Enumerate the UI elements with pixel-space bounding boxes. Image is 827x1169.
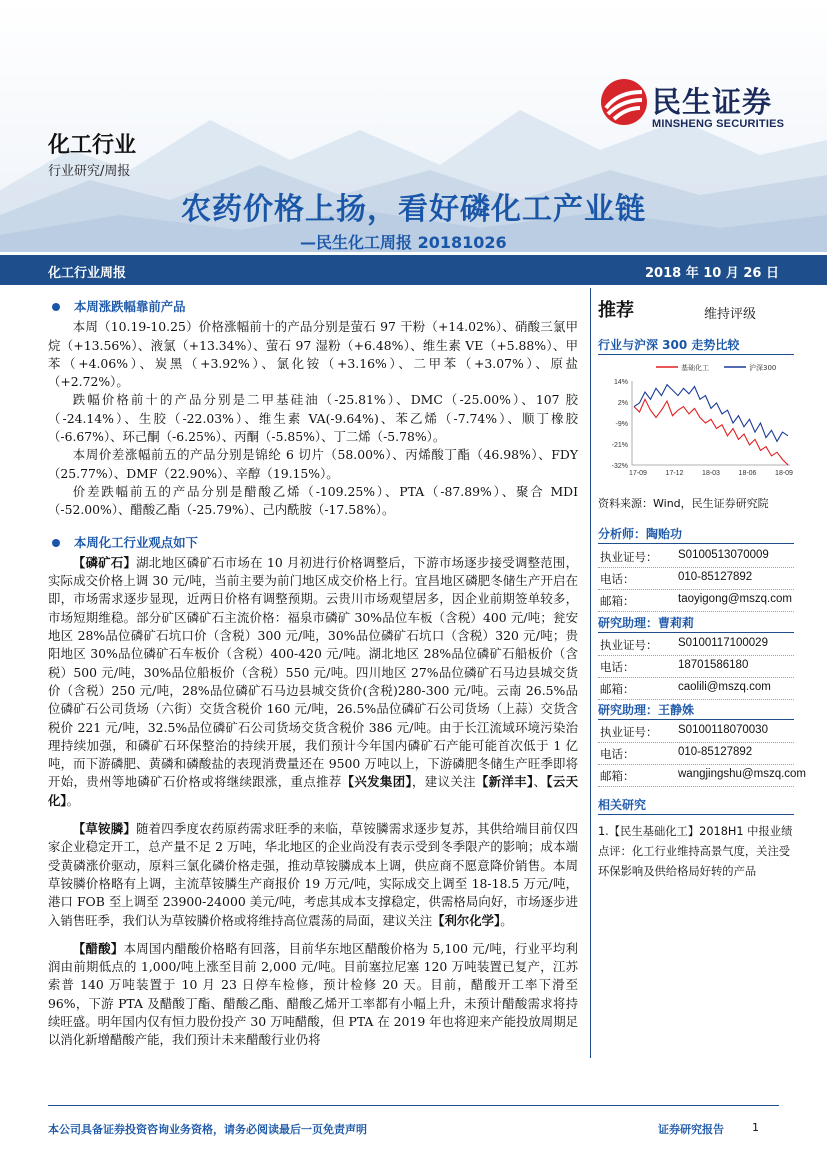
x-tick-label: 18-06: [738, 470, 757, 477]
phosphate-body: 湖北地区磷矿石市场在 10 月初进行价格调整后，下游市场逐步接受调整范围，实际成交价格上调 30 元/吨，当前主要为前门地区成交价格上行。宜昌地区磷肥冬储生产开启在即，市场需求逐步显现，近两日价格有调整预期。云贵川市场观望居多，因企业前期签单较多，市场短期维稳。部分矿区磷矿石主流价格：福泉市磷矿 30%品位车板（含税）400 元/吨；瓮安地区 28%品位磷矿石坑口价（含税）300 元/吨，30%品位磷矿石坑口（含税）320 元/吨；贵阳地区 30%品位磷矿石车板价（含税）400-420 元/吨。湖北地区 28%品位磷矿石船板价（含税）500 元/吨，30%品位船板价（含税）550 元/吨。四川地区 27%品位磷矿石马边县城交货价（含税）250 元/吨，28%品位磷矿石马边县城交货价(含税)280-300 元/吨。云南 26.5%品位磷矿石公司货场（六街）交货含税价 160 元/吨，26.5%品位磷矿石公司货场（上蒜）交货含税价 221 元/吨，32.5%品位磷矿石公司货场交货含税价 386 元/吨。由于长江流域环境污染治理持续加强，和磷矿石环保整治的持续开展，我们预计今年国内磷矿石产能可能首次低于 1 亿吨，而下游磷肥、黄磷和磷酸盐的表现消费量还在 9500 万吨以上，下游磷肥冬储生产旺季即将开始，贵州等地磷矿石价格或将继续跟涨，重点推荐: [48, 554, 578, 790]
x-tick-label: 17-09: [629, 470, 647, 477]
chart-heading: [598, 334, 794, 355]
assistant-email-link[interactable]: caolili@mszq.com: [678, 681, 771, 693]
section-heading: [48, 534, 578, 552]
paragraph: 价差跌幅前五的产品分别是醋酸乙烯（-109.25%）、PTA（-87.89%）、聚合 MDI（-52.00%）、醋酸乙酯（-25.79%）、己内酰胺（-17.58%）。: [48, 483, 578, 518]
analyst-heading-label: 分析师：: [598, 527, 647, 541]
row-key: 执业证号：: [600, 725, 658, 739]
rec-company: 【利尔化学】: [432, 912, 501, 928]
rating-label: 维持评级: [704, 307, 757, 322]
report-type: 行业研究/周报: [48, 164, 131, 179]
related-heading-text: 相关研究: [598, 798, 647, 812]
assistant-heading: [598, 699, 794, 720]
assistant-phone-row: [598, 657, 794, 678]
assistant-email-row: [598, 679, 794, 700]
legend-label: 沪深300: [749, 364, 777, 372]
phosphate-end: 。: [66, 792, 79, 808]
assistant-email-row: [598, 766, 807, 787]
row-key: 执业证号：: [600, 638, 658, 652]
paragraph: 跌幅价格前十的产品分别是二甲基硅油（-25.81%）、DMC（-25.00%）、107 胶（-24.14%）、生胶（-22.03%）、维生素 VA(-9.64%)、苯乙烯（-7.74%）、顺丁橡胶（-6.67%）、环己酮（-6.25%）、丙酮（-5.85%）、丁二烯（-5.78%）。: [48, 392, 578, 445]
bullet-icon: [52, 303, 60, 311]
main-content: [48, 298, 578, 1050]
x-tick-label: 18-09: [775, 470, 793, 477]
paragraph: 本周价差涨幅前五的产品分别是锦纶 6 切片（58.00%）、丙烯酸丁酯（46.98%）、FDY（25.77%）、DMF（22.90%）、辛醇（19.15%）。: [48, 447, 578, 481]
row-key: 执业证号：: [600, 550, 658, 564]
trend-chart: [598, 361, 794, 481]
row-value: 18701586180: [678, 659, 749, 671]
assistant-phone-row: [598, 744, 794, 765]
industry-label: 化工行业: [48, 133, 137, 158]
row-key: 邮箱：: [600, 682, 635, 696]
y-tick-label: -21%: [611, 442, 628, 449]
related-heading: [598, 794, 794, 815]
row-key: 邮箱：: [600, 594, 635, 608]
rec-company: 【兴发集团】: [341, 774, 413, 790]
phosphate-mid: ，建议关注: [412, 774, 476, 790]
brand-name-cn: 民生证券: [652, 85, 773, 119]
glyphosate-end: 。: [500, 912, 513, 928]
band-report-name: 化工行业周报: [48, 266, 127, 281]
phosphate-tag: 【磷矿石】: [72, 554, 137, 570]
analyst-email-link[interactable]: taoyigong@mszq.com: [678, 593, 792, 605]
acetic-paragraph: [48, 940, 578, 1050]
section-heading: [48, 298, 578, 316]
analyst-phone-row: [598, 569, 794, 590]
glyphosate-paragraph: [48, 820, 578, 930]
rec-company: 【云天化】: [48, 774, 579, 808]
row-key: 邮箱：: [600, 769, 635, 783]
analyst-heading: [598, 523, 794, 544]
column-divider: [590, 288, 591, 1058]
chart-source: 资料来源：Wind，民生证券研究院: [598, 497, 769, 510]
rec-company: 【新洋丰】: [475, 774, 534, 790]
assistant-heading-label: 研究助理：: [598, 703, 659, 717]
page-number: 1: [752, 1121, 759, 1134]
assistant-email-link[interactable]: wangjingshu@mszq.com: [678, 768, 807, 780]
brand-name-en: MINSHENG SECURITIES: [652, 118, 785, 130]
recommend-label: 推荐: [598, 300, 634, 321]
analyst-name: 陶贻功: [646, 527, 683, 541]
glyphosate-body: 随着四季度农药原药需求旺季的来临，草铵膦需求逐步复苏，其供给端目前仅四家企业稳定开工，总产量不足 2 万吨，华北地区的企业尚没有表示受到冬季限产的影响；成本端受黄磷涨价驱动，原料三氯化磷价格走强，推动草铵膦成本上调，供应商不愿意降价销售。本周草铵膦价格略有上调，主流草铵膦生产商报价 19 万元/吨，实际成交上调至 18-18.5 万元/吨，港口 FOB 至上调至 23900-24000 美元/吨，考虑其成本支撑稳定，供需格局向好，市场逐步进入销售旺季，我们认为草铵膦价格或将维持高位震荡的局面，建议关注: [48, 821, 579, 928]
section-heading-text: 本周涨跌幅靠前产品: [74, 299, 186, 314]
assistant-name: 王静姝: [658, 703, 695, 717]
acetic-body: 本周国内醋酸价格略有回落，目前华东地区醋酸价格为 5,100 元/吨，行业平均利润由前期低点的 1,000/吨上涨至目前 2,000 元/吨。目前塞拉尼塞 120 万吨装置已复产，江苏索普 140 万吨装置于 10 月 23 日停车检修，预计检修 20 天。目前，醋酸开工率下滑至 96%，下游 PTA 及醋酸丁酯、醋酸乙酯、醋酸乙烯开工率都有小幅上升，未预计醋酸需求将持续旺盛。明年国内仅有恒力股份投产 30 万吨醋酸，但 PTA 在 2019 年也将迎来产能投放周期足以消化新增醋酸产能，我们预计未来醋酸行业仍将: [48, 940, 579, 1048]
brand-logo: [600, 78, 785, 130]
y-tick-label: 14%: [613, 379, 628, 386]
assistant-heading-label: 研究助理：: [598, 616, 659, 630]
title-band: [0, 255, 827, 285]
row-value: 010-85127892: [678, 746, 753, 758]
minsheng-logo-icon: [600, 78, 648, 126]
bullet-icon: [52, 539, 60, 547]
analyst-email-row: [598, 591, 794, 612]
footer-disclaimer: 本公司具备证券投资咨询业务资格，请务必阅读最后一页免责声明: [48, 1123, 367, 1136]
section-heading-text: 本周化工行业观点如下: [74, 534, 198, 550]
assistant-license-row: [598, 635, 794, 656]
row-value: S0100513070009: [678, 549, 769, 561]
x-tick-label: 18-03: [702, 470, 720, 477]
footer-divider: [48, 1105, 779, 1106]
row-key: 电话：: [600, 572, 635, 586]
paragraph: 本周（10.19-10.25）价格涨幅前十的产品分别是萤石 97 干粉（+14.02%）、硝酸三氯甲烷（+13.56%）、液氯（+13.34%）、萤石 97 湿粉（+6.48%）、维生素 VE（+5.88%）、甲苯（+4.06%）、炭黑（+3.92%）、氯化铵（+3.16%）、二甲苯（+3.07%）、原盐（+2.72%）。: [48, 319, 578, 390]
phosphate-sep: 、: [533, 774, 547, 790]
y-tick-label: 2%: [617, 400, 628, 407]
legend-label: 基础化工: [681, 364, 709, 372]
chart-heading-text: 行业与沪深 300 走势比较: [598, 338, 740, 352]
row-value: 010-85127892: [678, 571, 753, 583]
y-tick-label: -9%: [615, 421, 628, 428]
row-key: 电话：: [600, 660, 635, 674]
assistant-heading: [598, 612, 794, 633]
band-date: 2018 年 10 月 26 日: [645, 266, 779, 281]
trend-chart-svg: [598, 361, 794, 481]
related-item[interactable]: 1.【民生基础化工】2018H1 中报业绩点评：化工行业维持高景气度，关注受环保影响及供给格局好转的产品: [598, 825, 793, 878]
series-line: [634, 385, 788, 442]
assistant-name: 曹莉莉: [658, 616, 695, 630]
row-value: S0100118070030: [678, 724, 768, 736]
row-value: S0100117100029: [678, 637, 768, 649]
acetic-tag: 【醋酸】: [72, 940, 124, 956]
assistant-license-row: [598, 722, 794, 743]
page-subtitle: —民生化工周报 20181026: [300, 233, 507, 252]
page-title: 农药价格上扬，看好磷化工产业链: [181, 192, 646, 227]
y-tick-label: -32%: [611, 463, 628, 470]
row-key: 电话：: [600, 747, 635, 761]
glyphosate-tag: 【草铵膦】: [72, 821, 136, 837]
analyst-license-row: [598, 547, 794, 568]
phosphate-paragraph: [48, 554, 578, 810]
x-tick-label: 17-12: [665, 470, 684, 477]
footer-report-label: 证券研究报告: [658, 1123, 724, 1136]
